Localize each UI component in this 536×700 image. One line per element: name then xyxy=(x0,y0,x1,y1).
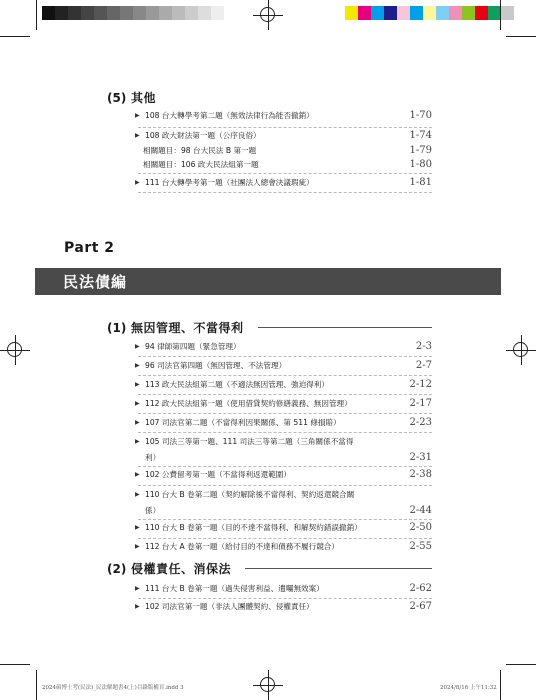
print-date: 2024/8/16 上午11:32 xyxy=(440,685,497,691)
part-label: Part 2 xyxy=(64,240,115,256)
color-swatch xyxy=(55,6,68,20)
page-number: 2-44 xyxy=(409,505,432,516)
triangle-bullet-icon: ▶ xyxy=(135,471,140,478)
page-number: 2-55 xyxy=(409,541,432,552)
color-swatch xyxy=(462,6,475,20)
trim-mark xyxy=(500,0,501,30)
triangle-bullet-icon: ▶ xyxy=(135,543,140,550)
color-swatch xyxy=(436,6,449,20)
color-swatch xyxy=(81,6,94,20)
color-swatch xyxy=(358,6,371,20)
trim-mark xyxy=(36,0,37,30)
page-number: 2-7 xyxy=(415,360,432,371)
divider xyxy=(138,356,432,357)
page-number: 2-62 xyxy=(409,583,432,594)
section-underline xyxy=(258,327,432,328)
triangle-bullet-icon: ▶ xyxy=(135,585,140,592)
page-number: 1-80 xyxy=(409,159,432,170)
color-swatch xyxy=(120,6,133,20)
registration-mark-left xyxy=(0,335,30,365)
divider xyxy=(138,413,432,414)
color-swatch xyxy=(107,6,120,20)
triangle-bullet-icon: ▶ xyxy=(135,603,140,610)
section-title: 無因管理、不當得利 xyxy=(131,321,244,335)
divider xyxy=(138,432,432,433)
trim-mark xyxy=(0,36,30,37)
color-swatch xyxy=(397,6,410,20)
color-swatch xyxy=(501,6,514,20)
triangle-bullet-icon: ▶ xyxy=(135,524,140,531)
color-swatch xyxy=(198,6,211,20)
grayscale-color-bar xyxy=(42,6,224,20)
toc-entry[interactable]: ▶ 110 台大 B 卷第二題（契約解除後不當得利、契約返還競合關 係） 2-44 xyxy=(127,487,432,519)
color-swatch xyxy=(146,6,159,20)
divider xyxy=(138,394,432,395)
section-number: (5) xyxy=(107,91,127,105)
registration-mark-right xyxy=(506,335,536,365)
section-number: (2) xyxy=(107,562,127,576)
section-title: 其他 xyxy=(131,91,157,105)
divider xyxy=(138,192,432,193)
registration-mark-bottom xyxy=(253,670,283,700)
color-swatch xyxy=(475,6,488,20)
triangle-bullet-icon: ▶ xyxy=(135,438,140,445)
triangle-bullet-icon: ▶ xyxy=(135,132,140,139)
page-number: 1-70 xyxy=(409,110,432,121)
page-number: 2-3 xyxy=(415,341,432,352)
registration-mark-top xyxy=(253,0,283,30)
page-number: 2-12 xyxy=(409,379,432,390)
triangle-bullet-icon: ▶ xyxy=(135,491,140,498)
triangle-bullet-icon: ▶ xyxy=(135,362,140,369)
page-number: 1-81 xyxy=(409,177,432,188)
trim-mark xyxy=(500,670,501,700)
triangle-bullet-icon: ▶ xyxy=(135,381,140,388)
page-number: 1-79 xyxy=(409,145,432,156)
triangle-bullet-icon: ▶ xyxy=(135,419,140,426)
color-swatch xyxy=(384,6,397,20)
trim-mark xyxy=(0,664,30,665)
divider xyxy=(138,485,432,486)
triangle-bullet-icon: ▶ xyxy=(135,343,140,350)
color-swatch xyxy=(449,6,462,20)
color-swatch xyxy=(133,6,146,20)
color-swatch xyxy=(185,6,198,20)
page-number: 2-67 xyxy=(409,601,432,612)
triangle-bullet-icon: ▶ xyxy=(135,179,140,186)
page-number: 2-31 xyxy=(409,452,432,463)
color-swatch xyxy=(211,6,224,20)
color-swatch xyxy=(172,6,185,20)
part-title: 民法債編 xyxy=(63,273,128,291)
page-number: 2-50 xyxy=(409,522,432,533)
triangle-bullet-icon: ▶ xyxy=(135,400,140,407)
color-swatch xyxy=(371,6,384,20)
trim-mark xyxy=(36,670,37,700)
page-number: 2-38 xyxy=(409,469,432,480)
toc-entry[interactable]: ▶ 105 司法三等第一題、111 司法三等第二題（三角關係不當得 利） 2-31 xyxy=(127,434,432,466)
color-swatch xyxy=(159,6,172,20)
page-number: 1-74 xyxy=(409,130,432,141)
color-swatch xyxy=(345,6,358,20)
divider xyxy=(138,173,432,174)
triangle-bullet-icon: ▶ xyxy=(135,112,140,119)
color-swatch xyxy=(42,6,55,20)
page-number: 2-23 xyxy=(409,417,432,428)
color-swatch xyxy=(423,6,436,20)
trim-mark xyxy=(506,36,536,37)
file-slug: 2024碩博士考(民法)_民法解題書4(上)目錄版權頁.indd 3 xyxy=(42,685,184,691)
color-swatch xyxy=(94,6,107,20)
trim-mark xyxy=(506,664,536,665)
section-underline xyxy=(245,568,432,569)
section-number: (1) xyxy=(107,321,127,335)
section-title: 侵權責任、消保法 xyxy=(131,562,232,576)
page-number: 2-17 xyxy=(409,398,432,409)
color-swatch xyxy=(68,6,81,20)
divider xyxy=(138,375,432,376)
color-swatch xyxy=(514,6,527,20)
color-swatch xyxy=(410,6,423,20)
